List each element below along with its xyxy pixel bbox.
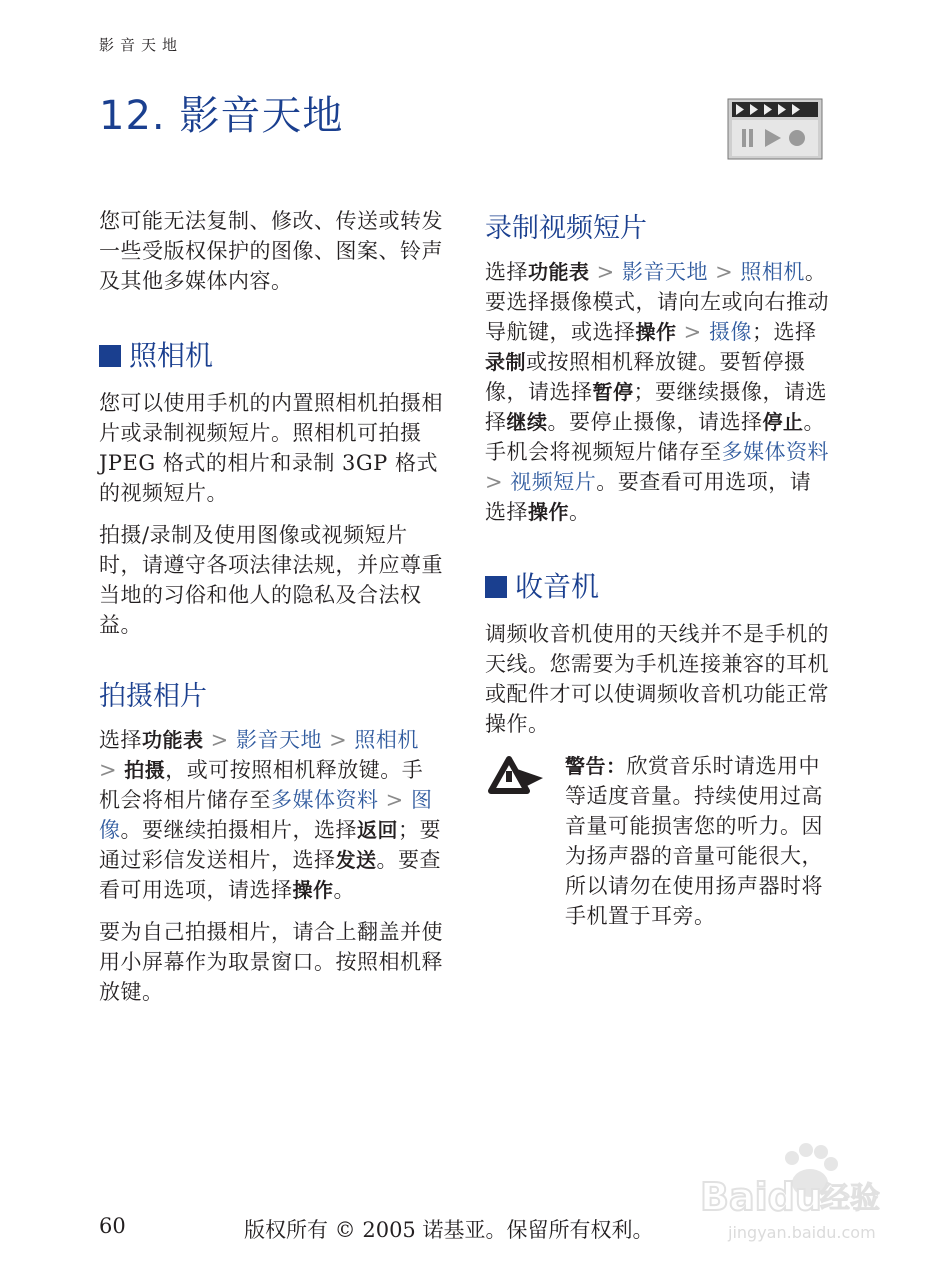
running-head: 影音天地: [99, 36, 184, 54]
radio-heading: 收音机: [485, 565, 830, 605]
radio-paragraph: 调频收音机使用的天线并不是手机的天线。您需要为手机连接兼容的耳机或配件才可以使调频收音机功能正常操作。: [485, 622, 829, 736]
link-gallery[interactable]: 多媒体资料: [271, 788, 379, 812]
left-column: [99, 206, 444, 1019]
camera-paragraph-2: 拍摄/录制及使用图像或视频短片时，请遵守各项法律法规，并应尊重当地的习俗和他人的隐私及合法权益。: [99, 523, 443, 637]
warning-triangle-icon: [487, 755, 545, 795]
page-number: 60: [99, 1214, 126, 1238]
link-video-mode[interactable]: 摄像: [708, 320, 752, 344]
right-column: [485, 206, 830, 931]
warning-text: 警告：欣赏音乐时请选用中等适度音量。持续使用过高音量可能损害您的听力。因为扬声器的音量可能很大，所以请勿在使用扬声器时将手机置于耳旁。: [565, 754, 823, 928]
link-media[interactable]: 影音天地: [621, 260, 708, 284]
heading-square-icon: [99, 345, 121, 367]
copyright-notice: 版权所有 © 2005 诺基亚。保留所有权利。: [244, 1218, 654, 1242]
record-video-heading: 录制视频短片: [485, 213, 647, 244]
record-video-paragraph: 选择功能表 > 影音天地 > 照相机。要选择摄像模式，请向左或向右推动导航键，或选择操作 > 摄像；选择录制或按照相机释放键。要暂停摄像，请选择暂停；要继续摄像，请选择继续。要停止摄像，请选择停止。手机会将视频短片储存至多媒体资料 > 视频短片。要查看可用选项，请选择操作。: [485, 260, 829, 524]
take-photo-heading: 拍摄相片: [99, 681, 207, 712]
link-gallery[interactable]: 多媒体资料: [721, 440, 829, 464]
take-photo-paragraph-2: 要为自己拍摄相片，请合上翻盖并使用小屏幕作为取景窗口。按照相机释放键。: [99, 920, 443, 1004]
baidu-watermark-logo: [700, 1128, 910, 1248]
link-video-clips[interactable]: 视频短片: [510, 470, 597, 494]
link-camera[interactable]: 照相机: [740, 260, 805, 284]
camera-paragraph-1: 您可以使用手机的内置照相机拍摄相片或录制视频短片。照相机可拍摄 JPEG 格式的相片和录制 3GP 格式的视频短片。: [99, 391, 443, 505]
intro-paragraph: 您可能无法复制、修改、传送或转发一些受版权保护的图像、图案、铃声及其他多媒体内容。: [99, 209, 443, 293]
link-media[interactable]: 影音天地: [235, 728, 322, 752]
watermark-brand: Baidu: [700, 1175, 822, 1219]
link-images[interactable]: 图像: [99, 788, 433, 842]
warning-note: [485, 751, 830, 931]
media-clapperboard-icon: [727, 98, 823, 160]
heading-square-icon: [485, 576, 507, 598]
link-camera[interactable]: 照相机: [354, 728, 419, 752]
camera-heading: 照相机: [99, 334, 444, 374]
watermark-cn: 经验: [820, 1181, 880, 1216]
take-photo-paragraph-1: 选择功能表 > 影音天地 > 照相机 > 拍摄，或可按照相机释放键。手机会将相片储存至多媒体资料 > 图像。要继续拍摄相片，选择返回；要通过彩信发送相片，选择发送。要查看可用选项，请选择操作。: [99, 728, 441, 902]
chapter-title: 12. 影音天地: [99, 93, 344, 139]
watermark-url: jingyan.baidu.com: [728, 1223, 876, 1242]
